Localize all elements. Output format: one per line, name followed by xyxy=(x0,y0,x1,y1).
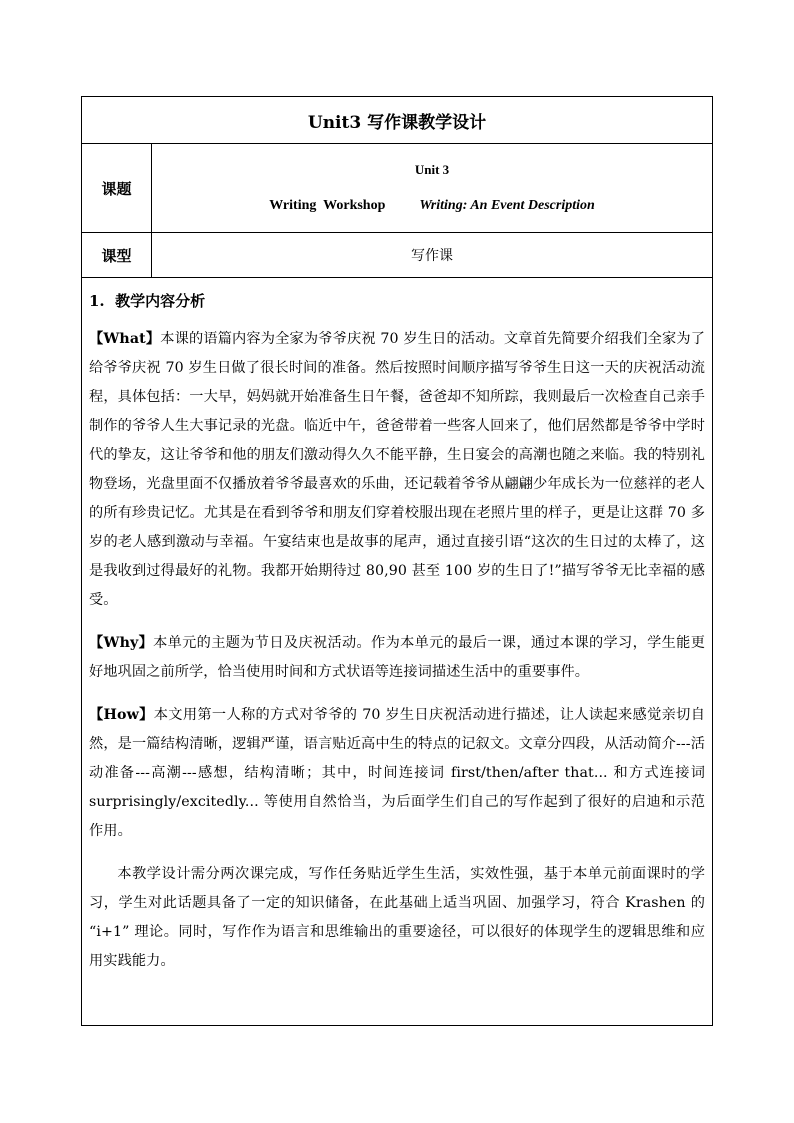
topic-unit: Unit 3 xyxy=(414,162,450,177)
section-heading: 1. 教学内容分析 xyxy=(89,292,206,310)
what-paragraph xyxy=(89,325,705,615)
topic-value xyxy=(152,144,712,232)
type-value: 写作课 xyxy=(411,248,453,264)
what-tag: 【What】 xyxy=(89,331,161,347)
what-text: 本课的语篇内容为全家为爷爷庆祝 70 岁生日的活动。文章首先简要介绍我们全家为了给爷爷庆祝 70 岁生日做了很长时间的准备。然后按照时间顺序描写爷爷生日这一天的庆祝活动流程，具体包括：一大早，妈妈就开始准备生日午餐，爸爸却不知所踪，我则最后一次检查自己亲手制作的爷爷人生大事记录的光盘。临近中午，爸爸带着一些客人回来了，他们居然都是爷爷中学时代的挚友，这让爷爷和他的朋友们激动得久久不能平静，生日宴会的高潮也随之来临。我的特别礼物登场，光盘里面不仅播放着爷爷最喜欢的乐曲，还记载着爷爷从翩翩少年成长为一位慈祥的老人的所有珍贵记忆。尤其是在看到爷爷和朋友们穿着校服出现在老照片里的样子，更是让这群 70 多岁的老人感到激动与幸福。午宴结束也是故事的尾声，通过直接引语“这次的生日过的太棒了，这是我收到过得最好的礼物。我都开始期待过 80,90 甚至 100 岁的生日了!”描写爷爷无比幸福的感受。 xyxy=(89,331,705,608)
document-title: Unit3 写作课教学设计 xyxy=(82,97,712,144)
how-paragraph xyxy=(89,701,705,846)
how-tag: 【How】 xyxy=(89,707,154,723)
topic-row xyxy=(82,144,712,233)
lesson-plan-table xyxy=(81,96,713,1026)
why-tag: 【Why】 xyxy=(89,635,154,651)
topic-writing: Writing: An Event Description xyxy=(419,198,595,213)
type-row xyxy=(82,233,712,278)
how-text: 本文用第一人称的方式对爷爷的 70 岁生日庆祝活动进行描述，让人读起来感觉亲切自然，是一篇结构清晰，逻辑严谨，语言贴近高中生的特点的记叙文。文章分四段，从活动简介---活动准备---高潮---感想，结构清晰；其中，时间连接词 first/then/after that... 和方式连接词 surprisingly/excitedly... 等使用自然恰当，为后面学生们自己的写作起到了很好的启迪和示范作用。 xyxy=(89,707,705,839)
design-paragraph: 本教学设计需分两次课完成，写作任务贴近学生生活，实效性强，基于本单元前面课时的学习，学生对此话题具备了一定的知识储备，在此基础上适当巩固、加强学习，符合 Krashen 的 “i+1” 理论。同时，写作作为语言和思维输出的重要途径，可以很好的体现学生的逻辑思维和应用实践能力。 xyxy=(89,866,705,969)
topic-workshop: Writing Workshop xyxy=(269,198,386,213)
topic-label: 课题 xyxy=(82,144,152,232)
topic-title-line xyxy=(269,198,595,214)
why-text: 本单元的主题为节日及庆祝活动。作为本单元的最后一课，通过本课的学习，学生能更好地巩固之前所学，恰当使用时间和方式状语等连接词描述生活中的重要事件。 xyxy=(89,635,705,680)
type-label: 课型 xyxy=(82,233,152,277)
why-paragraph xyxy=(89,629,705,687)
content-analysis-cell xyxy=(82,278,712,976)
